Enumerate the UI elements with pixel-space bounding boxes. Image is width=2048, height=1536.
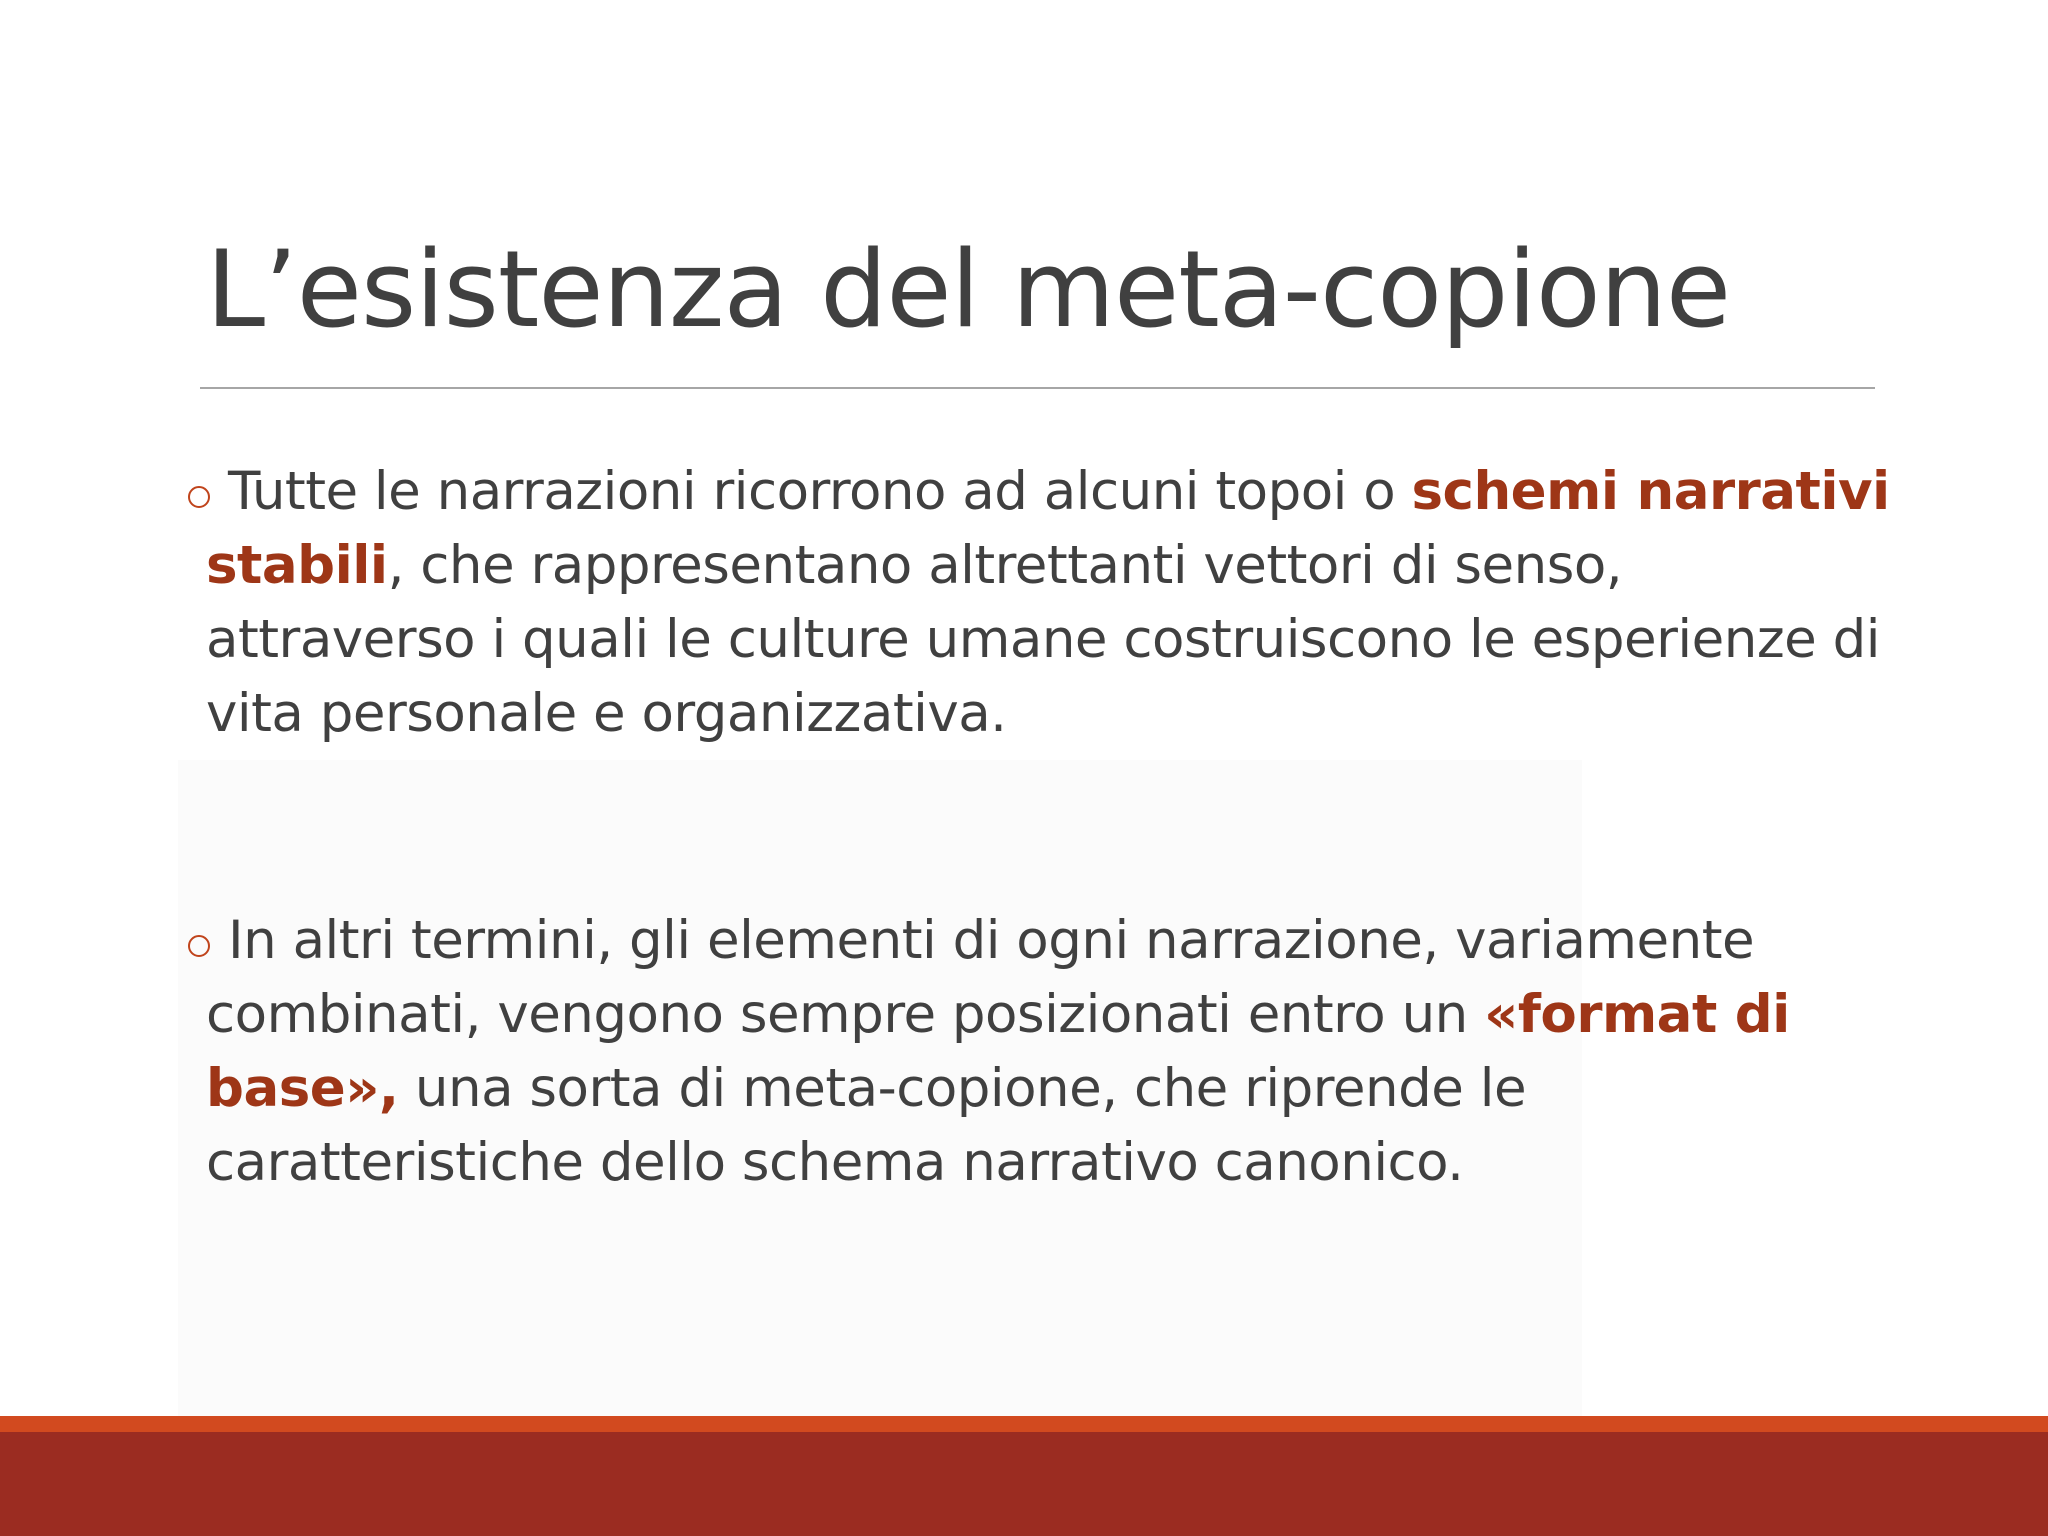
footer-band bbox=[0, 1416, 2048, 1536]
bullet-1-highlight: schemi narrativi stabili bbox=[206, 461, 1890, 596]
slide-title: L’esistenza del meta-copione bbox=[206, 228, 1731, 351]
hollow-circle-bullet-icon bbox=[188, 486, 210, 508]
hollow-circle-bullet-icon bbox=[188, 935, 210, 957]
bullet-1-text-after: , che rappresentano altrettanti vettori di senso, attraverso i quali le culture umane costruiscono le esperienze di vita personale e organizzativa. bbox=[206, 535, 1880, 744]
bullet-paragraph-1 bbox=[206, 455, 1906, 751]
bullet-2-text-after: una sorta di meta-copione, che riprende le caratteristiche dello schema narrativo canonico. bbox=[206, 1058, 1527, 1193]
bullet-1-text-before: Tutte le narrazioni ricorrono ad alcuni topoi o bbox=[228, 461, 1412, 522]
footer-accent-stripe bbox=[0, 1416, 2048, 1432]
title-divider bbox=[200, 387, 1875, 389]
bullet-paragraph-2 bbox=[206, 904, 1906, 1200]
bullet-2-highlight: «format di base», bbox=[206, 984, 1790, 1119]
bullet-2-text-before: In altri termini, gli elementi di ogni narrazione, variamente combinati, vengono sempre posizionati entro un bbox=[206, 910, 1755, 1045]
